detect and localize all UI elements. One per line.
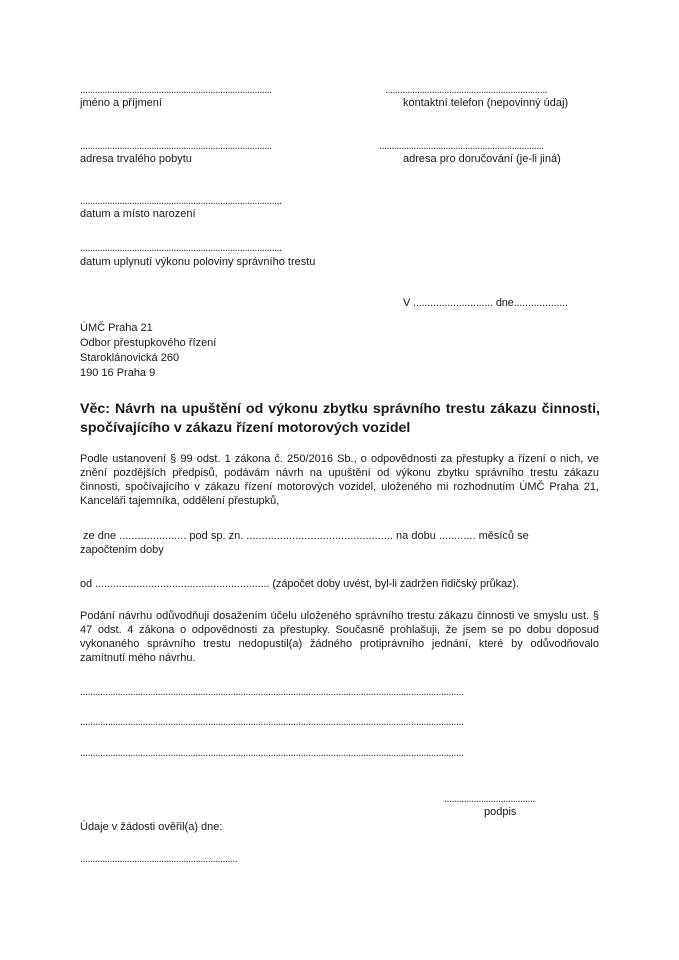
signature-label: podpis xyxy=(484,806,517,818)
recipient-line-2: Odbor přestupkového řízení xyxy=(80,337,217,349)
name-label: jméno a příjmení xyxy=(80,97,162,109)
body-paragraph-justification: Podání návrhu odůvodňuji dosažením účelu uloženého správního trestu zákazu činnosti ve smyslu ust. § 47 odst. 4 zákona o odpovědnosti za přestupky. Současně prohlašuji, že jsem se po dobu doposud vykonaného správního trestu nedopustil(a) žádného protiprávního jednání, které by odůvodňovalo zamítnutí mého návrhu. xyxy=(80,610,599,664)
birth-label: datum a místo narození xyxy=(80,208,196,220)
address-label: adresa trvalého pobytu xyxy=(80,153,192,165)
subject-heading: Věc: Návrh na upuštění od výkonu zbytku správního trestu zákazu činnosti, spočívajícího v zákazu řízení motorových vozidel xyxy=(80,401,600,436)
signature-line[interactable]: ..................................... xyxy=(444,793,535,805)
reason-line-1[interactable]: ......................................................................................................................................................... xyxy=(80,686,464,698)
place-date-field[interactable]: V ............................ dne................... xyxy=(403,297,568,309)
address-field-line[interactable]: .............................................................................. xyxy=(80,140,272,152)
decision-details-row[interactable] xyxy=(80,529,599,543)
delivery-label: adresa pro doručování (je-li jiná) xyxy=(403,153,561,165)
name-field-line[interactable]: .............................................................................. xyxy=(80,84,272,96)
recipient-line-4: 190 16 Praha 9 xyxy=(80,367,156,379)
half-penalty-field-line[interactable]: .................................................................................. xyxy=(80,242,282,254)
half-penalty-label: datum uplynutí výkonu poloviny správního trestu xyxy=(80,256,316,268)
birth-field-line[interactable]: .................................................................................. xyxy=(80,195,282,207)
verification-label: Údaje v žádosti ověřil(a) dne: xyxy=(80,821,223,833)
reason-line-2[interactable]: ......................................................................................................................................................... xyxy=(80,716,464,728)
recipient-line-3: Staroklánovická 260 xyxy=(80,352,180,364)
phone-label: kontaktní telefon (nepovinný údaj) xyxy=(403,97,569,109)
period-offset-row[interactable]: od ........................................................... (zápočet doby uvést, byl-li zadržen řidičský průkaz). xyxy=(80,578,519,590)
verification-date-line[interactable]: ................................................................ xyxy=(80,853,238,865)
reason-line-3[interactable]: ......................................................................................................................................................... xyxy=(80,747,464,759)
decision-details-line[interactable]: ze dne ...................... pod sp. zn. ................................................ na dobu ............ měsíců se xyxy=(80,530,529,542)
body-paragraph-1: Podle ustanovení § 99 odst. 1 zákona č. 250/2016 Sb., o odpovědnosti za přestupky a řízení o nich, ve znění pozdějších předpisů, podávám návrh na upuštění od výkonu zbytku správního trestu zákazu činnosti, spočívajícího v zákazu řízení motorových vozidel, uloženého mi rozhodnutím ÚMČ Praha 21, Kanceláři tajemníka, oddělení přestupků, xyxy=(80,453,599,507)
recipient-line-1: ÚMČ Praha 21 xyxy=(80,322,153,334)
delivery-field-line[interactable]: ................................................................... xyxy=(379,140,544,152)
phone-field-line[interactable]: .................................................................. xyxy=(385,84,548,96)
decision-details-continuation: započtením doby xyxy=(80,544,164,556)
